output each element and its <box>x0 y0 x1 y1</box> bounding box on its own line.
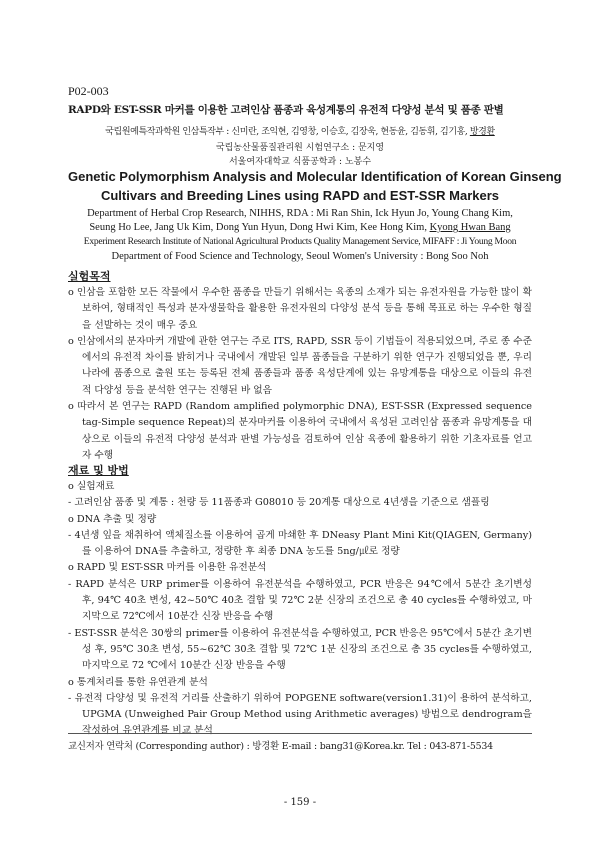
title-english-line-1: Genetic Polymorphism Analysis and Molecular Identification of Korean Ginseng <box>68 169 562 184</box>
page-number: - 159 - <box>283 797 317 808</box>
methods-heading: 재료 및 방법 <box>68 464 129 477</box>
title-english-line-2: Cultivars and Breeding Lines using RAPD and EST-SSR Markers <box>100 188 500 203</box>
affiliation-english-2 <box>68 222 532 233</box>
methods-list <box>68 479 532 740</box>
purpose-item: o 인삼을 포함한 모든 작물에서 우수한 품종을 만들기 위해서는 육종의 소재가 되는 유전자원을 가능한 많이 확보하여, 형태적인 특성과 분자생물학을 활용한 유전자원의 다양성 분석 등을 통해 목표로 하는 우수한 형질을 선발하는 것이 매우 중요 <box>68 287 532 331</box>
methods-item: o RAPD 및 EST-SSR 마커를 이용한 유전분석 <box>68 562 267 574</box>
authors-korean <box>68 124 532 137</box>
methods-item: o 통계처리를 통한 유연관계 분석 <box>68 676 208 688</box>
methods-item: - EST-SSR 분석은 30쌍의 primer를 이용하여 유전분석을 수행하였고, PCR 반응은 95℃에서 5분간 초기변성 후, 95℃ 30초 변성, 55~62℃ 30초 결합 및 72℃ 1분 신장의 조건으로 총 35 cycles를 수행하였고, 마지막으로 72 ℃에서 10분간 신장 반응을 수행 <box>68 627 532 672</box>
methods-item: o DNA 추출 및 정량 <box>68 513 157 525</box>
methods-item: - 4년생 잎을 채취하여 액체질소를 이용하여 곱게 마쇄한 후 DNeasy Plant Mini Kit(QIAGEN, Germany)를 이용하여 DNA를 추출하고, 정량한 후 최종 DNA 농도를 5ng/㎕로 정량 <box>68 529 532 558</box>
footnote-divider <box>68 733 532 734</box>
affiliation-korean-2: 서울여자대학교 식품공학과 : 노봉수 <box>228 157 372 167</box>
affiliation-english-1: Department of Herbal Crop Research, NIHHS, RDA : Mi Ran Shin, Ick Hyun Jo, Young Chang Kim, <box>87 208 513 219</box>
purpose-list <box>68 285 532 464</box>
purpose-item: o 따라서 본 연구는 RAPD (Random amplified polymorphic DNA), EST-SSR (Expressed sequence tag-Simple sequence Repeat)의 분자마커를 이용하여 국내에서 육성된 고려인삼 품종과 유망계통을 대상으로 이들의 유전적 다양성 분석과 판별 가능성을 검토하여 인삼 육종에 활용하기 위한 기초자료를 얻고자 수행 <box>68 401 532 461</box>
affiliation-korean-1: 국립농산물품질관리원 시험연구소 : 문지영 <box>215 143 385 153</box>
methods-item: - 유전적 다양성 및 유전적 거리를 산출하기 위하여 POPGENE software(version1.31)이 용하여 분석하고, UPGMA (Unweighed Pair Group Method using Arithmetic averages) 방법으로 dendrogram을 작성하여 유연관계를 비교 분석 <box>68 692 532 737</box>
methods-item: - 고려인삼 품종 및 계통 : 천량 등 11품종과 G08010 등 20계통 대상으로 4년생을 기준으로 샘플링 <box>68 497 490 509</box>
methods-item: - RAPD 분석은 URP primer를 이용하여 유전분석을 수행하였고, PCR 반응은 94℃에서 5분간 초기변성 후, 94℃ 40초 변성, 42~50℃ 40초 결합 및 72℃ 2분 신장의 조건으로 총 40 cycles를 수행하였고, 마지막으로 72℃에서 10분간 신장 반응을 수행 <box>68 578 532 623</box>
corresponding-author-korean: 방경환 <box>469 127 495 137</box>
title-korean: RAPD와 EST-SSR 마커를 이용한 고려인삼 품종과 육성계통의 유전적 다양성 분석 및 품종 판별 <box>68 104 504 116</box>
corresponding-author-english: Kyong Hwan Bang <box>429 222 511 233</box>
affiliation-english-3: Experiment Research Institute of National Agricultural Products Quality Management Service, MIFAFF : Ji Young Moon <box>83 236 517 247</box>
title-english <box>68 167 562 205</box>
purpose-item: o 인삼에서의 분자마커 개발에 관한 연구는 주로 ITS, RAPD, SSR 등이 기법들이 적용되었으며, 주로 종 수준에서의 유전적 차이를 밝히거나 국내에서 개발된 일부 품종들을 구분하기 위한 연구가 진행되었을 뿐, 우리나라에 품종으로 출원 또는 등록된 전체 품종들과 품종 육성단계에 있는 유망계통을 대상으로 이들의 유전적 다양성 등을 분석한 연구는 진행된 바 없음 <box>68 335 532 396</box>
purpose-heading: 실험목적 <box>68 270 111 283</box>
authors-english-list: Seung Ho Lee, Jang Uk Kim, Dong Yun Hyun, Dong Hwi Kim, Kee Hong Kim, <box>89 222 430 233</box>
authors-korean-list: 국립원예특작과학원 인삼특작부 : 신미란, 조익현, 김영창, 이승호, 김장욱, 현동윤, 김동휘, 김기홍, <box>105 127 470 137</box>
methods-item: o 실험재료 <box>68 481 115 492</box>
affiliation-english-4: Department of Food Science and Technology, Seoul Women's University : Bong Soo Noh <box>111 251 489 262</box>
corresponding-author-footnote: 교신저자 연락처 (Corresponding author) : 방경환 E-mail : bang31@Korea.kr. Tel : 043-871-5534 <box>68 741 493 752</box>
abstract-code: P02-003 <box>68 84 109 98</box>
